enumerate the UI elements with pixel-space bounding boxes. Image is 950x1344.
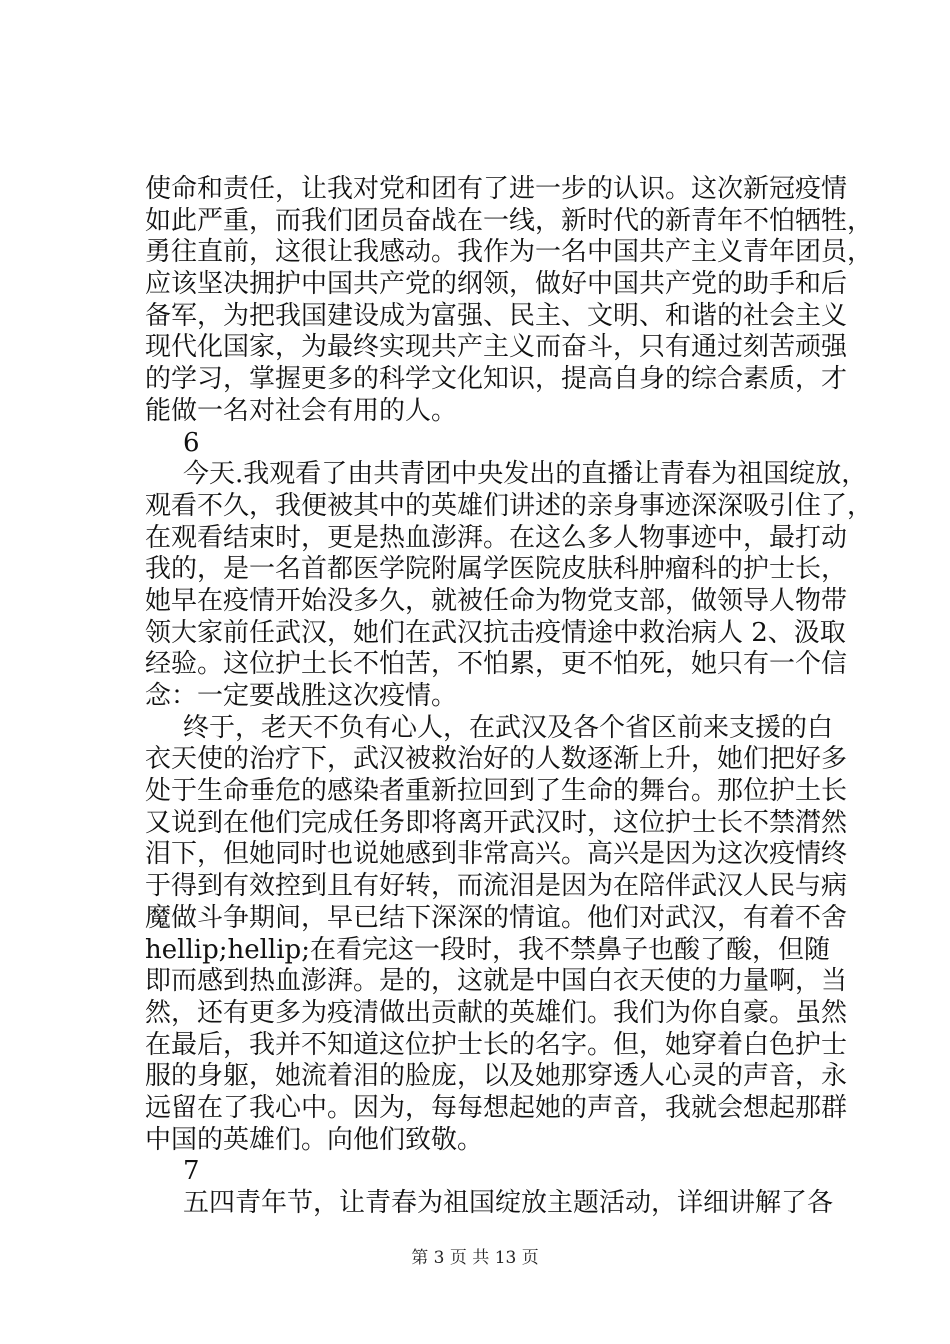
text-line: 五四青年节，让青春为祖国绽放主题活动，详细讲解了各 (183, 1188, 834, 1218)
text-line: hellip;hellip;在看完这一段时，我不禁鼻子也酸了酸，但随 (145, 934, 830, 965)
text-line: 远留在了我心中。因为，每每想起她的声音，我就会想起那群 (145, 1092, 848, 1123)
text-line: 应该坚决拥护中国共产党的纲领，做好中国共产党的助手和后 (145, 269, 848, 300)
text-line: 然，还有更多为疫清做出贡献的英雄们。我们为你自豪。虽然 (145, 997, 848, 1028)
text-line: 能做一名对社会有用的人。 (145, 395, 458, 426)
text-line: 观看不久，我便被其中的英雄们讲述的亲身事迹深深吸引住了， (145, 490, 874, 521)
text-line: 泪下，但她同时也说她感到非常高兴。高兴是因为这次疫情终 (145, 839, 848, 870)
text-line: 在最后，我并不知道这位护士长的名字。但，她穿着白色护士 (145, 1029, 848, 1060)
text-line: 中国的英雄们。向他们致敬。 (145, 1124, 484, 1155)
text-line: 7 (183, 1156, 200, 1187)
text-line: 终于，老天不负有心人，在武汉及各个省区前来支援的白 (183, 712, 834, 743)
text-line: 又说到在他们完成任务即将离开武汉时，这位护士长不禁潸然 (145, 807, 848, 838)
document-body (145, 174, 874, 1220)
text-line: 她早在疫情开始没多久，就被任命为物党支部，做领导人物带 (145, 585, 848, 616)
text-line: 即而感到热血澎湃。是的，这就是中国白衣天使的力量啊，当 (145, 966, 848, 997)
text-line: 魔做斗争期间，早已结下深深的情谊。他们对武汉，有着不舍 (145, 902, 848, 933)
text-line: 现代化国家，为最终实现共产主义而奋斗，只有通过刻苦顽强 (145, 332, 848, 363)
text-line: 我的，是一名首都医学院附属学医院皮肤科肿瘤科的护士长， (145, 554, 848, 585)
text-line: 于得到有效控到且有好转，而流泪是因为在陪伴武汉人民与病 (145, 871, 848, 902)
text-line: 服的身躯，她流着泪的脸庞，以及她那穿透人心灵的声音，永 (145, 1061, 848, 1092)
text-line: 使命和责任，让我对党和团有了进一步的认识。这次新冠疫情 (145, 174, 848, 204)
text-line: 经验。这位护土长不怕苦，不怕累，更不怕死，她只有一个信 (145, 649, 848, 680)
text-line: 6 (183, 427, 200, 458)
text-line: 的学习，掌握更多的科学文化知识，提高自身的综合素质，才 (145, 364, 848, 395)
text-line: 念：一定要战胜这次疫情。 (145, 681, 458, 711)
text-line: 在观看结束时，更是热血澎湃。在这么多人物事迹中，最打动 (145, 522, 848, 553)
text-line: 如此严重，而我们团员奋战在一线，新时代的新青年不怕牺牲， (145, 205, 874, 236)
text-line: 处于生命垂危的感染者重新拉回到了生命的舞台。那位护土长 (145, 776, 848, 807)
text-line: 今天.我观看了由共青团中央发出的直播让青春为祖国绽放， (183, 459, 868, 490)
page-footer: 第 3 页 共 13 页 (411, 1248, 539, 1268)
text-line: 勇往直前，这很让我感动。我作为一名中国共产主义青年团员， (145, 237, 874, 268)
text-line: 衣天使的治疗下，武汉被救治好的人数逐渐上升，她们把好多 (145, 744, 848, 775)
text-line: 备军，为把我国建设成为富强、民主、文明、和谐的社会主义 (145, 300, 848, 331)
text-line: 领大家前任武汉，她们在武汉抗击疫情途中救治病人 2、汲取 (145, 617, 846, 648)
